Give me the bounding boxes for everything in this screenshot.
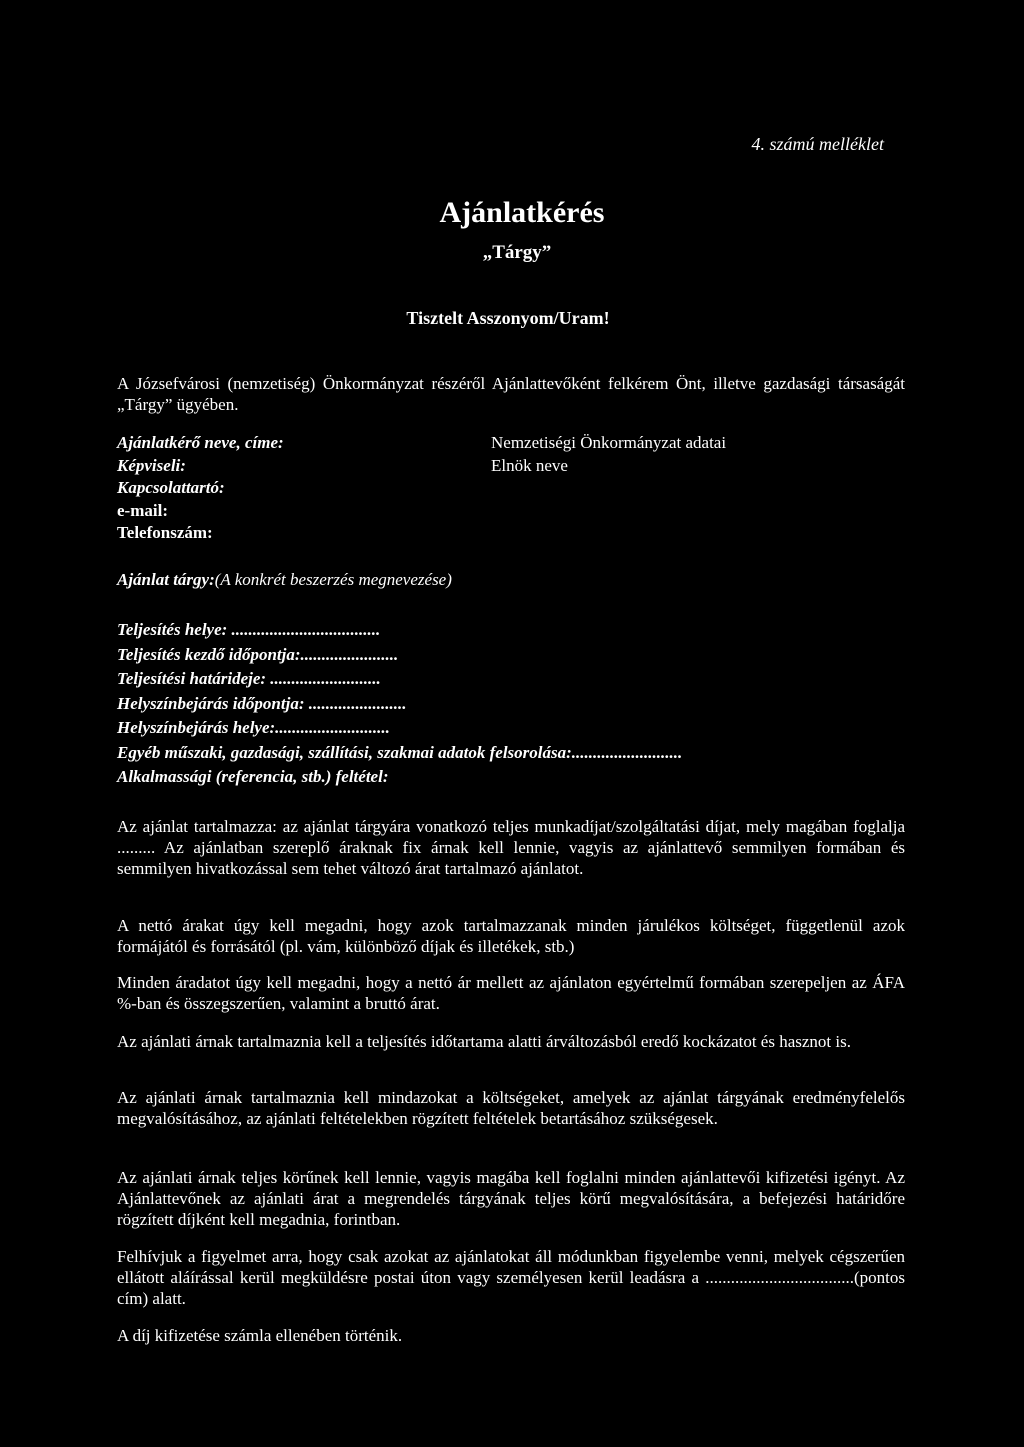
paragraph-costs: Az ajánlati árnak tartalmaznia kell mindazokat a költségeket, amelyek az ajánlat tárgyának eredményfelelős megvalósításához, az ajánlati feltételekben rögzített feltételek betartásához szükségesek. (117, 1088, 905, 1128)
detail-place: Teljesítés helye: ................................... (117, 620, 381, 639)
detail-start-date: Teljesítés kezdő időpontja:....................... (117, 644, 399, 664)
annex-label: 4. számú melléklet (751, 134, 884, 154)
document-subtitle: „Tárgy” (482, 242, 552, 263)
paragraph-offer-contents: Az ajánlat tartalmazza: az ajánlat tárgyára vonatkozó teljes munkadíjat/szolgáltatási díjat, mely magában foglalja ......... Az ajánlatban szereplő áraknak fix árnak kell lennie, vagyis az ajánlattevő semmilyen formában és semmilyen hivatkozással sem tehet változó árat tartalmazó ajánlatot. (117, 817, 905, 878)
subject-line (117, 570, 452, 590)
paragraph-risk: Az ajánlati árnak tartalmaznia kell a teljesítés időtartama alatti árváltozásból eredő kockázatot és hasznot is. (117, 1032, 851, 1051)
detail-site-visit-date: Helyszínbejárás időpontja: ....................... (117, 693, 407, 713)
subject-value: (A konkrét beszerzés megnevezése) (214, 570, 452, 589)
paragraph-full-scope: Az ajánlati árnak teljes körűnek kell lennie, vagyis magába kell foglalni minden ajánlattevői kifizetési igényt. Az Ajánlattevőnek az ajánlati árat a megrendelés tárgyának teljes körű megvalósítására, a befejezési határidőre rögzített díjként kell megadnia, forintban. (117, 1168, 905, 1229)
paragraph-submission: Felhívjuk a figyelmet arra, hogy csak azokat az ajánlatokat áll módunkban figyelembe venni, melyek cégszerűen ellátott aláírással kerül megküldésre postai úton vagy személyesen kerül leadásra a ...................................(pontos cím) alatt. (117, 1247, 905, 1308)
value-representative: Elnök neve (491, 455, 568, 475)
label-contact: Kapcsolattartó: (117, 478, 225, 497)
requester-labels (117, 432, 284, 545)
subject-label: Ajánlat tárgy: (117, 570, 215, 589)
paragraph-net-prices: A nettó árakat úgy kell megadni, hogy azok tartalmazzanak minden járulékos költséget, függetlenül azok formájától és forrásától (pl. vám, különböző díjak és illetékek, stb.) (117, 916, 905, 956)
greeting: Tisztelt Asszonyom/Uram! (406, 308, 610, 328)
intro-paragraph: A Józsefvárosi (nemzetiség) Önkormányzat részéről Ajánlattevőként felkérem Önt, illetve gazdasági társaságát „Tárgy” ügyében. (117, 374, 905, 414)
detail-site-visit-place: Helyszínbejárás helye:........................... (117, 718, 390, 737)
label-email: e-mail: (117, 500, 168, 520)
paragraph-price-data: Minden áradatot úgy kell megadni, hogy a nettó ár mellett az ajánlaton egyértelmű formában szerepeljen az ÁFA %-ban és összegszerűen, valamint a bruttó árat. (117, 973, 905, 1013)
details-list (117, 618, 682, 790)
label-name-address: Ajánlatkérő neve, címe: (117, 433, 284, 452)
document-title: Ajánlatkérés (439, 196, 605, 229)
requester-values (491, 432, 726, 477)
detail-other-data: Egyéb műszaki, gazdasági, szállítási, szakmai adatok felsorolása:.......................... (117, 742, 683, 762)
detail-eligibility: Alkalmassági (referencia, stb.) feltétel: (117, 767, 389, 786)
label-representative: Képviseli: (117, 455, 186, 475)
paragraph-payment: A díj kifizetése számla ellenében történik. (117, 1326, 403, 1345)
label-phone: Telefonszám: (117, 523, 213, 542)
detail-deadline: Teljesítési határideje: .......................... (117, 669, 381, 688)
value-name-address: Nemzetiségi Önkormányzat adatai (491, 433, 727, 452)
